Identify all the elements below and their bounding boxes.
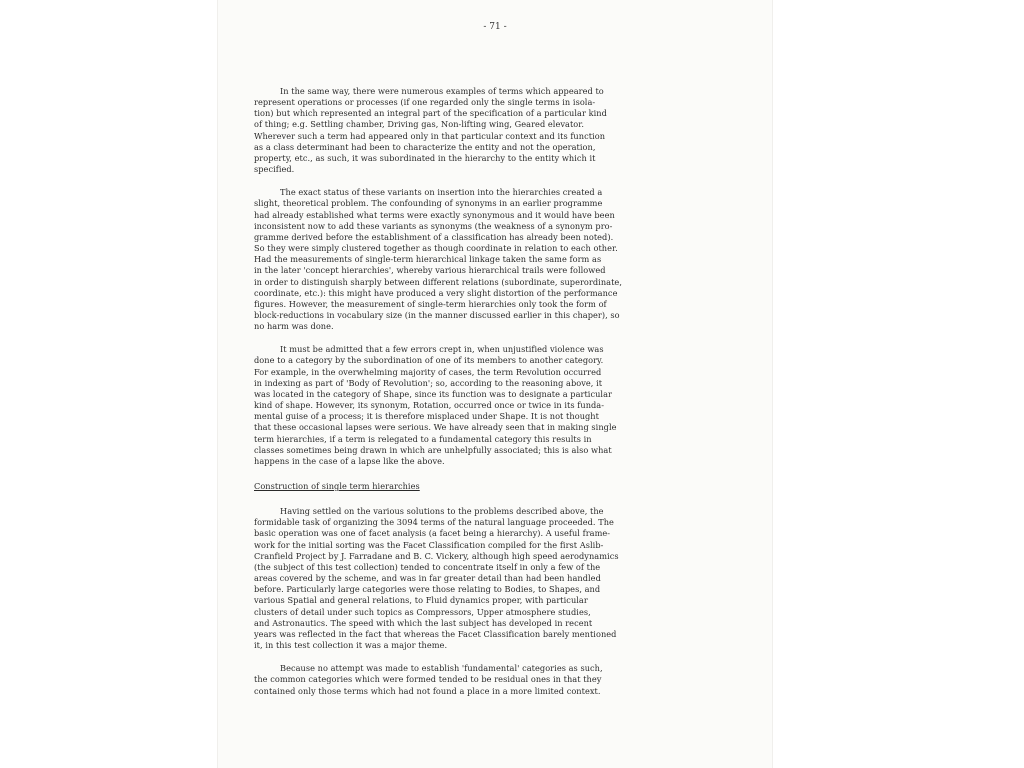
- text-line: and Astronautics. The speed with which the last subject has developed in recent: [254, 617, 593, 628]
- text-line: happens in the case of a lapse like the above.: [254, 455, 445, 466]
- text-line: Had the measurements of single-term hierarchical linkage taken the same form as: [254, 254, 602, 265]
- text-line: Wherever such a term had appeared only in that particular context and its function: [254, 130, 606, 141]
- text-line: figures. However, the measurement of single-term hierarchies only took the form of: [254, 298, 607, 309]
- text-line: done to a category by the subordination of one of its members to another category.: [254, 355, 604, 366]
- text-line: basic operation was one of facet analysis (a facet being a hierarchy). A useful frame-: [254, 528, 611, 539]
- text-line: represent operations or processes (if one regarded only the single terms in isola-: [254, 97, 596, 108]
- text-line: contained only those terms which had not found a place in a more limited context.: [254, 685, 601, 696]
- text-line: property, etc., as such, it was subordinated in the hierarchy to the entity which it: [254, 152, 596, 163]
- text-line: years was reflected in the fact that whereas the Facet Classification barely mentioned: [254, 628, 617, 639]
- text-line: areas covered by the scheme, and was in far greater detail than had been handled: [254, 573, 601, 584]
- text-line: inconsistent now to add these variants as synonyms (the weakness of a synonym pro-: [254, 220, 613, 231]
- text-line: The exact status of these variants on insertion into the hierarchies created a: [280, 187, 603, 198]
- text-line: in order to distinguish sharply between different relations (subordinate, superordinate,: [254, 276, 622, 287]
- text-line: in indexing as part of 'Body of Revolution'; so, according to the reasoning above, it: [254, 377, 603, 388]
- text-line: Because no attempt was made to establish 'fundamental' categories as such,: [280, 663, 603, 674]
- text-line: of thing; e.g. Settling chamber, Driving gas, Non-lifting wing, Geared elevator.: [254, 119, 584, 130]
- paragraph-5: [254, 663, 720, 696]
- text-line: mental guise of a process; it is therefore misplaced under Shape. It is not thought: [254, 411, 599, 422]
- text-line: classes sometimes being drawn in which are unhelpfully associated; this is also what: [254, 444, 612, 455]
- text-line: formidable task of organizing the 3094 terms of the natural language proceeded. The: [254, 517, 614, 528]
- text-line: as a class determinant had been to characterize the entity and not the operation,: [254, 141, 596, 152]
- text-line: that these occasional lapses were serious. We have already seen that in making single: [254, 422, 617, 433]
- text-line: Cranfield Project by J. Farradane and B. C. Vickery, although high speed aerodynamics: [254, 550, 619, 561]
- text-line: before. Particularly large categories were those relating to Bodies, to Shapes, and: [254, 584, 601, 595]
- text-line: had already established what terms were exactly synonymous and it would have been: [254, 209, 615, 220]
- text-line: it, in this test collection it was a major theme.: [254, 640, 448, 651]
- paragraph-4: [254, 506, 720, 651]
- text-line: various Spatial and general relations, to Fluid dynamics proper, with particular: [254, 595, 588, 606]
- document-page: [218, 0, 772, 768]
- text-line: block-reductions in vocabulary size (in the manner discussed earlier in this chaper), so: [254, 309, 620, 320]
- text-line: specified.: [254, 164, 295, 175]
- paragraph-3: [254, 344, 720, 467]
- text-line: kind of shape. However, its synonym, Rotation, occurred once or twice in its funda-: [254, 400, 605, 411]
- text-line: work for the initial sorting was the Facet Classification compiled for the first Aslib-: [254, 539, 604, 550]
- paragraph-1: [254, 86, 720, 175]
- text-line: clusters of detail under such topics as Compressors, Upper atmosphere studies,: [254, 606, 591, 617]
- text-line: (the subject of this test collection) tended to concentrate itself in only a few of the: [254, 561, 601, 572]
- text-line: Having settled on the various solutions to the problems described above, the: [280, 506, 604, 517]
- text-line: was located in the category of Shape, since its function was to designate a particular: [254, 388, 612, 399]
- text-line: tion) but which represented an integral part of the specification of a particular kind: [254, 108, 607, 119]
- text-line: It must be admitted that a few errors crept in, when unjustified violence was: [280, 344, 604, 355]
- text-line: slight, theoretical problem. The confounding of synonyms in an earlier programme: [254, 198, 603, 209]
- text-line: So they were simply clustered together as though coordinate in relation to each other.: [254, 243, 618, 254]
- text-line: coordinate, etc.): this might have produced a very slight distortion of the performance: [254, 287, 618, 298]
- body-text: [254, 86, 720, 697]
- text-line: no harm was done.: [254, 321, 334, 332]
- text-line: gramme derived before the establishment of a classification has already been noted).: [254, 231, 614, 242]
- text-line: For example, in the overwhelming majority of cases, the term Revolution occurred: [254, 366, 602, 377]
- text-line: the common categories which were formed tended to be residual ones in that they: [254, 674, 602, 685]
- paragraph-2: [254, 187, 720, 332]
- text-line: term hierarchies, if a term is relegated to a fundamental category this results in: [254, 433, 592, 444]
- page-number: - 71 -: [483, 22, 507, 32]
- text-line: In the same way, there were numerous examples of terms which appeared to: [280, 86, 604, 96]
- text-line: in the later 'concept hierarchies', whereby various hierarchical trails were followed: [254, 265, 606, 276]
- section-heading: Construction of single term hierarchies: [254, 481, 420, 491]
